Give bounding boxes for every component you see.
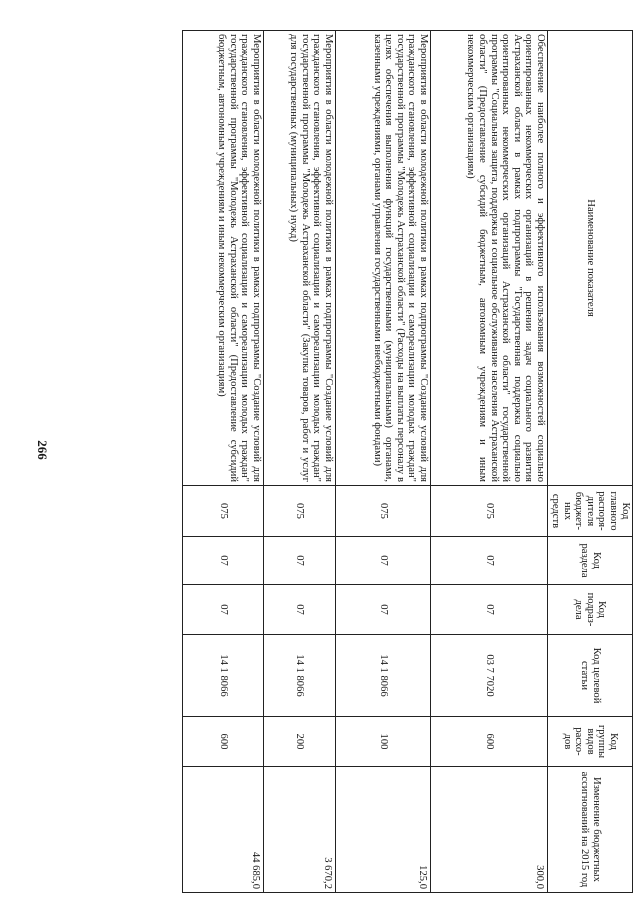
- row-target-code: 14 1 8066: [183, 635, 264, 717]
- header-target-code: Код целевой статьи: [548, 635, 633, 717]
- row-section-code: 07: [336, 537, 431, 585]
- row-expense-group-code: 600: [431, 717, 548, 767]
- table-row: [431, 31, 548, 893]
- row-admin-code: 075: [264, 486, 336, 537]
- row-subsection-code: 07: [431, 585, 548, 635]
- header-name: Наименование показателя: [548, 31, 633, 486]
- row-section-code: 07: [183, 537, 264, 585]
- row-target-code: 14 1 8066: [336, 635, 431, 717]
- row-expense-group-code: 600: [183, 717, 264, 767]
- row-expense-group-code: 200: [264, 717, 336, 767]
- row-target-code: 03 7 7020: [431, 635, 548, 717]
- table-row: [336, 31, 431, 893]
- row-target-code: 14 1 8066: [264, 635, 336, 717]
- row-amount: 125,0: [336, 767, 431, 893]
- table-row: [264, 31, 336, 893]
- row-subsection-code: 07: [336, 585, 431, 635]
- row-name: Мероприятия в области молодежной политики в рамках подпрограммы "Создание условий для гражданского становления, эффективной социализации и самореализации молодых граждан" государственной программы "Молодежь Астраханской области" (Закупка товаров, работ и услуг для государственных (муниципальных) нужд): [264, 31, 336, 486]
- row-expense-group-code: 100: [336, 717, 431, 767]
- row-amount: 44 685,0: [183, 767, 264, 893]
- header-row: [548, 31, 633, 893]
- row-admin-code: 075: [431, 486, 548, 537]
- row-section-code: 07: [264, 537, 336, 585]
- row-amount: 300,0: [431, 767, 548, 893]
- row-amount: 3 670,2: [264, 767, 336, 893]
- row-admin-code: 075: [336, 486, 431, 537]
- table-row: [183, 31, 264, 893]
- header-expense-group-code: Код группы видов расхо- дов: [548, 717, 633, 767]
- row-subsection-code: 07: [264, 585, 336, 635]
- row-admin-code: 075: [183, 486, 264, 537]
- header-subsection-code: Код подраз- дела: [548, 585, 633, 635]
- rotated-page: [183, 30, 633, 892]
- row-section-code: 07: [431, 537, 548, 585]
- row-subsection-code: 07: [183, 585, 264, 635]
- row-name: Обеспечение наиболее полного и эффективного использования возможностей социально ориентированных некоммерческих организаций в решении задач социального развития Астраханской области в рамках подпрограммы "Государственная поддержка социально ориентированных некоммерческих организаций Астраханской области" государственной программы "Социальная защита, поддержка и социальное обслуживание населения Астраханской области" (Предоставление субсидий бюджетным, автономным учреждениям и иным некоммерческим организациям): [431, 31, 548, 486]
- header-changes: Изменение бюджетных ассигнований на 2015 год: [548, 767, 633, 893]
- page-number: 266: [35, 440, 50, 460]
- header-section-code: Код раздела: [548, 537, 633, 585]
- header-admin-code: Код главного распоря- дителя бюджет- ных средств: [548, 486, 633, 537]
- row-name: Мероприятия в области молодежной политики в рамках подпрограммы "Создание условий для гражданского становления, эффективной социализации и самореализации молодых граждан" государственной программы "Молодежь Астраханской области" (Расходы на выплаты персоналу в целях обеспечения выполнения функций государственными (муниципальными) органами, казенными учреждениями, органами управления государственными внебюджетными фондами): [336, 31, 431, 486]
- row-name: Мероприятия в области молодежной политики в рамках подпрограммы "Создание условий для гражданского становления, эффективной социализации и самореализации молодых граждан" государственной программы "Молодежь Астраханской области" (Предоставление субсидий бюджетным, автономным учреждениям и иным некоммерческим организациям): [183, 31, 264, 486]
- budget-table: [182, 30, 633, 893]
